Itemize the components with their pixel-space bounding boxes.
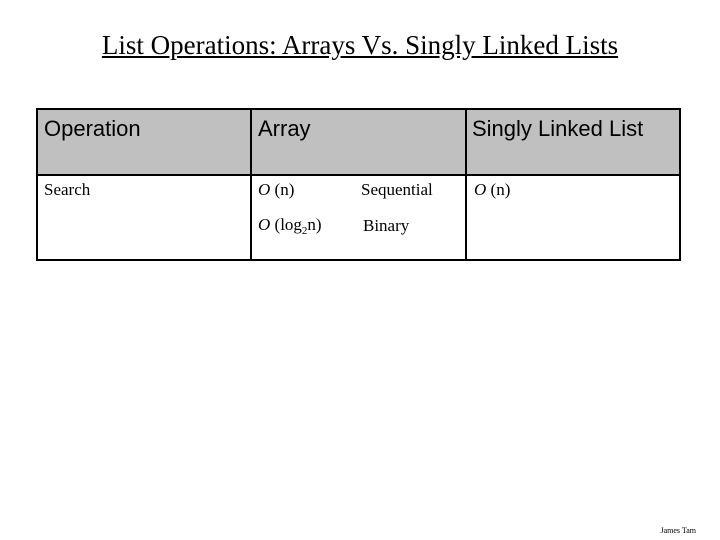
big-o-symbol: O (474, 180, 487, 199)
sll-search-complexity (474, 180, 510, 200)
header-singly-linked-list: Singly Linked List (472, 116, 644, 141)
column-divider (250, 110, 252, 259)
array-sequential-complexity (258, 180, 294, 200)
big-o-symbol: O (258, 215, 271, 234)
array-binary-method: Binary (363, 216, 410, 235)
comparison-table (36, 108, 681, 261)
header-array: Array (258, 116, 311, 141)
header-operation: Operation (44, 116, 141, 141)
log-base-subscript: 2 (301, 225, 308, 237)
complexity-text: (log (270, 215, 302, 234)
big-o-symbol: O (258, 180, 271, 199)
operation-search: Search (44, 180, 91, 199)
author-footer: James Tam (660, 526, 696, 535)
complexity-text: (n) (270, 180, 295, 199)
complexity-text: n) (307, 215, 322, 234)
array-sequential-method: Sequential (361, 180, 433, 199)
slide-title: List Operations: Arrays Vs. Singly Linked Lists (101, 30, 619, 60)
array-binary-complexity (258, 215, 322, 235)
complexity-text: (n) (486, 180, 511, 199)
column-divider (465, 110, 467, 259)
